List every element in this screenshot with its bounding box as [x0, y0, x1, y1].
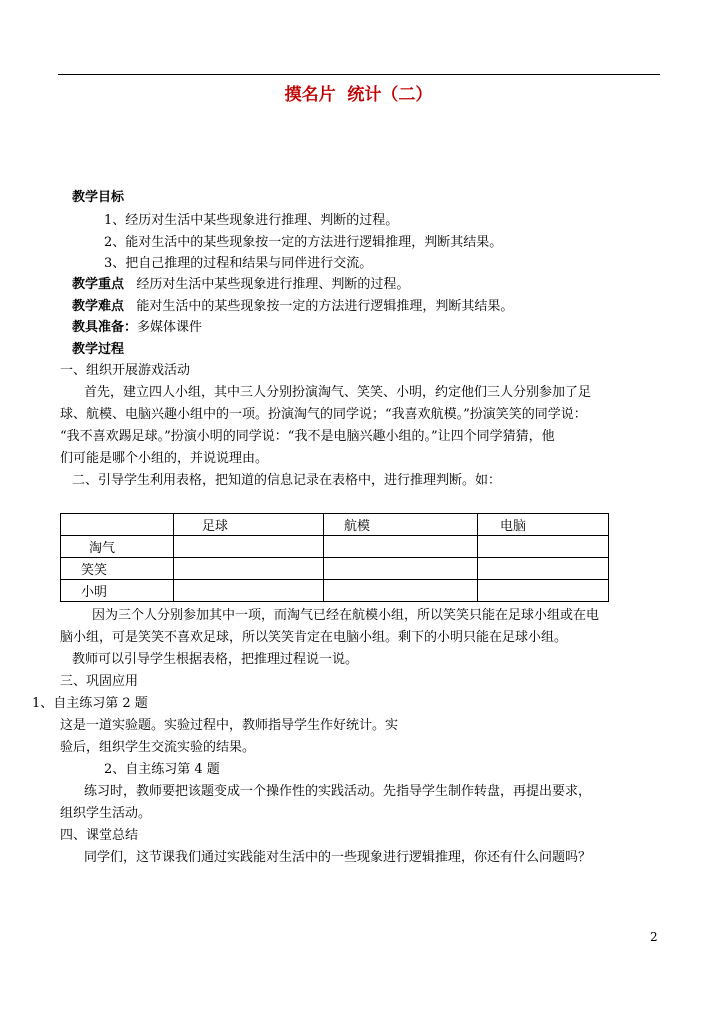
- reasoning-line: 因为三个人分别参加其中一项，而淘气已经在航模小组，所以笑笑只能在足球小组或在电: [92, 608, 600, 623]
- section1-line: 们可能是哪个小组的，并说说理由。: [60, 451, 269, 466]
- table-header-row: [61, 514, 609, 536]
- difficulty-text: 能对生活中的某些现象按一定的方法进行逻辑推理，判断其结果。: [136, 299, 514, 314]
- exercise1-line: 验后，组织学生交流实验的结果。: [60, 740, 256, 755]
- difficulty: [72, 299, 513, 315]
- exercise1-line: 这是一道实验题。实验过程中，教师指导学生作好统计。实: [60, 718, 399, 733]
- table-cell: [324, 558, 478, 580]
- table-cell: [324, 580, 478, 602]
- key-point-label: 教学重点: [72, 277, 125, 292]
- reasoning-line: 脑小组，可是笑笑不喜欢足球，所以笑笑肯定在电脑小组。剩下的小明只能在足球小组。: [60, 630, 568, 645]
- table-cell: 小明: [61, 580, 174, 602]
- table-cell: [174, 536, 324, 558]
- teacher-note: 教师可以引导学生根据表格，把推理过程说一说。: [72, 652, 359, 667]
- goal-item: 1、经历对生活中某些现象进行推理、判断的过程。: [104, 213, 399, 228]
- exercise2-line: 组织学生活动。: [60, 806, 152, 821]
- key-point-text: 经历对生活中某些现象进行推理、判断的过程。: [136, 277, 410, 292]
- table-cell: [478, 536, 609, 558]
- page-title: 摸名片 统计（二）: [284, 85, 433, 105]
- process-heading: 教学过程: [72, 342, 125, 357]
- materials-text: 多媒体课件: [137, 320, 203, 335]
- section1-line: 首先，建立四人小组，其中三人分别扮演淘气、笑笑、小明，约定他们三人分别参加了足: [84, 385, 592, 400]
- goal-item: 2、能对生活中的某些现象按一定的方法进行逻辑推理，判断其结果。: [104, 235, 503, 250]
- table-cell: [174, 580, 324, 602]
- table-cell: 淘气: [61, 536, 174, 558]
- exercise2-line: 练习时，教师要把该题变成一个操作性的实践活动。先指导学生制作转盘，再提出要求，: [84, 784, 592, 799]
- key-point: [72, 277, 409, 293]
- table-cell: [174, 558, 324, 580]
- table-cell: [478, 558, 609, 580]
- table-cell: [324, 536, 478, 558]
- inference-table: [60, 513, 609, 602]
- table-row: [61, 558, 609, 580]
- section1-line: 球、航模、电脑兴趣小组中的一项。扮演淘气的同学说；“我喜欢航模。”扮演笑笑的同学说：: [60, 407, 587, 422]
- header-rule: [58, 74, 660, 75]
- section4-heading: 四、课堂总结: [60, 828, 139, 843]
- table-row: [61, 580, 609, 602]
- difficulty-label: 教学难点: [72, 299, 125, 314]
- table-header-cell: [61, 514, 174, 536]
- table-row: [61, 536, 609, 558]
- page-number: 2: [650, 930, 658, 944]
- section3-heading: 三、巩固应用: [60, 674, 139, 689]
- table-header-cell: 电脑: [478, 514, 609, 536]
- exercise1-heading: 1、自主练习第 2 题: [32, 696, 148, 711]
- exercise2-heading: 2、自主练习第 4 题: [104, 762, 220, 777]
- table-header-cell: 航模: [324, 514, 478, 536]
- table-header-cell: 足球: [174, 514, 324, 536]
- section2-heading: 二、引导学生利用表格，把知道的信息记录在表格中，进行推理判断。如：: [72, 473, 502, 488]
- summary-line: 同学们，这节课我们通过实践能对生活中的一些现象进行逻辑推理，你还有什么问题吗？: [84, 850, 592, 865]
- table-cell: [478, 580, 609, 602]
- goals-heading: 教学目标: [72, 190, 125, 205]
- goal-item: 3、把自己推理的过程和结果与同伴进行交流。: [104, 256, 373, 271]
- section1-heading: 一、组织开展游戏活动: [60, 363, 191, 378]
- materials-label: 教具准备：: [72, 320, 138, 335]
- table-cell: 笑笑: [61, 558, 174, 580]
- materials: [72, 320, 202, 336]
- section1-line: “我不喜欢踢足球。”扮演小明的同学说：“我不是电脑兴趣小组的。”让四个同学猜猜，他: [60, 429, 555, 444]
